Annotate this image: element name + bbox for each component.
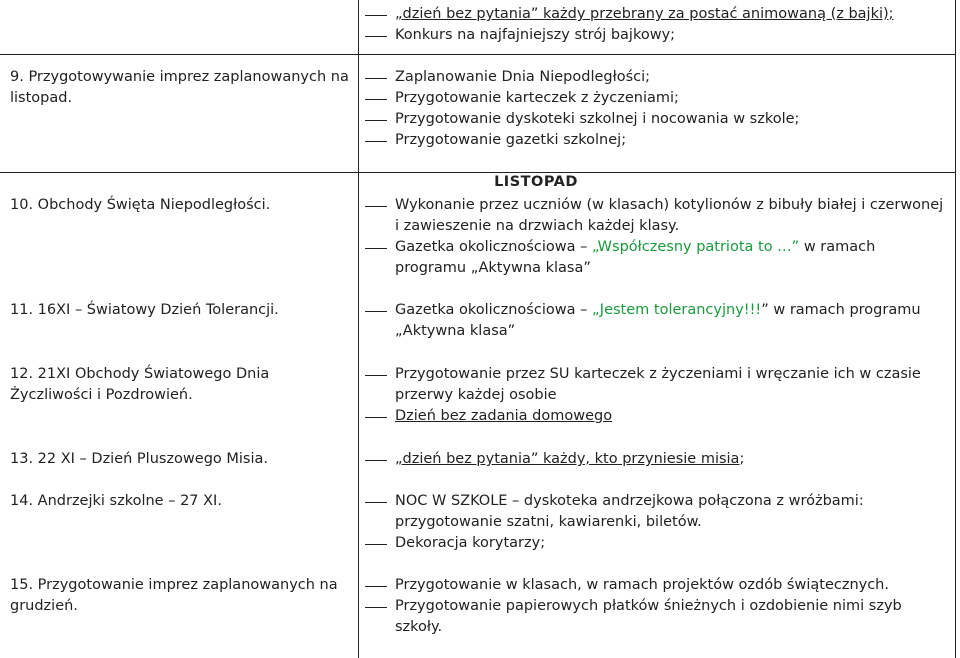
list-item: „dzień bez pytania” każdy przebrany za postać animowaną (z bajki); bbox=[365, 4, 945, 25]
column-divider bbox=[358, 0, 359, 658]
list-item: Przygotowanie karteczek z życzeniami; bbox=[365, 88, 945, 109]
list-item: Dekoracja korytarzy; bbox=[365, 533, 945, 554]
list-item: Dzień bez zadania domowego bbox=[365, 406, 945, 427]
task-label-15: 15. Przygotowanie imprez zaplanowanych na grudzień. bbox=[10, 577, 338, 614]
list-item: „dzień bez pytania” każdy, kto przyniesie misia; bbox=[365, 449, 945, 470]
list-item: Konkurs na najfajniejszy strój bajkowy; bbox=[365, 25, 945, 46]
row-divider bbox=[0, 172, 956, 173]
list-item: Wykonanie przez uczniów (w klasach) kotylionów z bibuły białej i czerwonej i zawieszenie na drzwiach każdej klasy. bbox=[365, 195, 945, 237]
task-label-11: 11. 16XI – Światowy Dzień Tolerancji. bbox=[10, 302, 279, 318]
table-right-border bbox=[955, 0, 956, 658]
task-label-10: 10. Obchody Święta Niepodległości. bbox=[10, 197, 271, 213]
task-label-9: 9. Przygotowywanie imprez zaplanowanych na listopad. bbox=[10, 69, 349, 106]
list-item: Gazetka okolicznościowa – „Współczesny patriota to …” w ramach programu „Aktywna klasa” bbox=[365, 237, 945, 279]
list-item: Gazetka okolicznościowa – „Jestem tolerancyjny!!!” w ramach programu „Aktywna klasa” bbox=[365, 300, 945, 342]
row-divider bbox=[0, 54, 956, 55]
list-item: Przygotowanie gazetki szkolnej; bbox=[365, 130, 945, 151]
list-item: Przygotowanie przez SU karteczek z życzeniami i wręczanie ich w czasie przerwy każdej osobie bbox=[365, 364, 945, 406]
list-item: Przygotowanie dyskoteki szkolnej i nocowania w szkole; bbox=[365, 109, 945, 130]
month-heading: LISTOPAD bbox=[494, 174, 578, 190]
task-label-13: 13. 22 XI – Dzień Pluszowego Misia. bbox=[10, 451, 269, 467]
list-item: Przygotowanie papierowych płatków śnieżnych i ozdobienie nimi szyb szkoły. bbox=[365, 596, 945, 638]
list-item: Przygotowanie w klasach, w ramach projektów ozdób świątecznych. bbox=[365, 575, 945, 596]
task-label-12: 12. 21XI Obchody Światowego Dnia Życzliwości i Pozdrowień. bbox=[10, 366, 270, 403]
list-item: Zaplanowanie Dnia Niepodległości; bbox=[365, 67, 945, 88]
list-item: NOC W SZKOLE – dyskoteka andrzejkowa połączona z wróżbami: przygotowanie szatni, kawiarenki, biletów. bbox=[365, 491, 945, 533]
task-label-14: 14. Andrzejki szkolne – 27 XI. bbox=[10, 493, 222, 509]
